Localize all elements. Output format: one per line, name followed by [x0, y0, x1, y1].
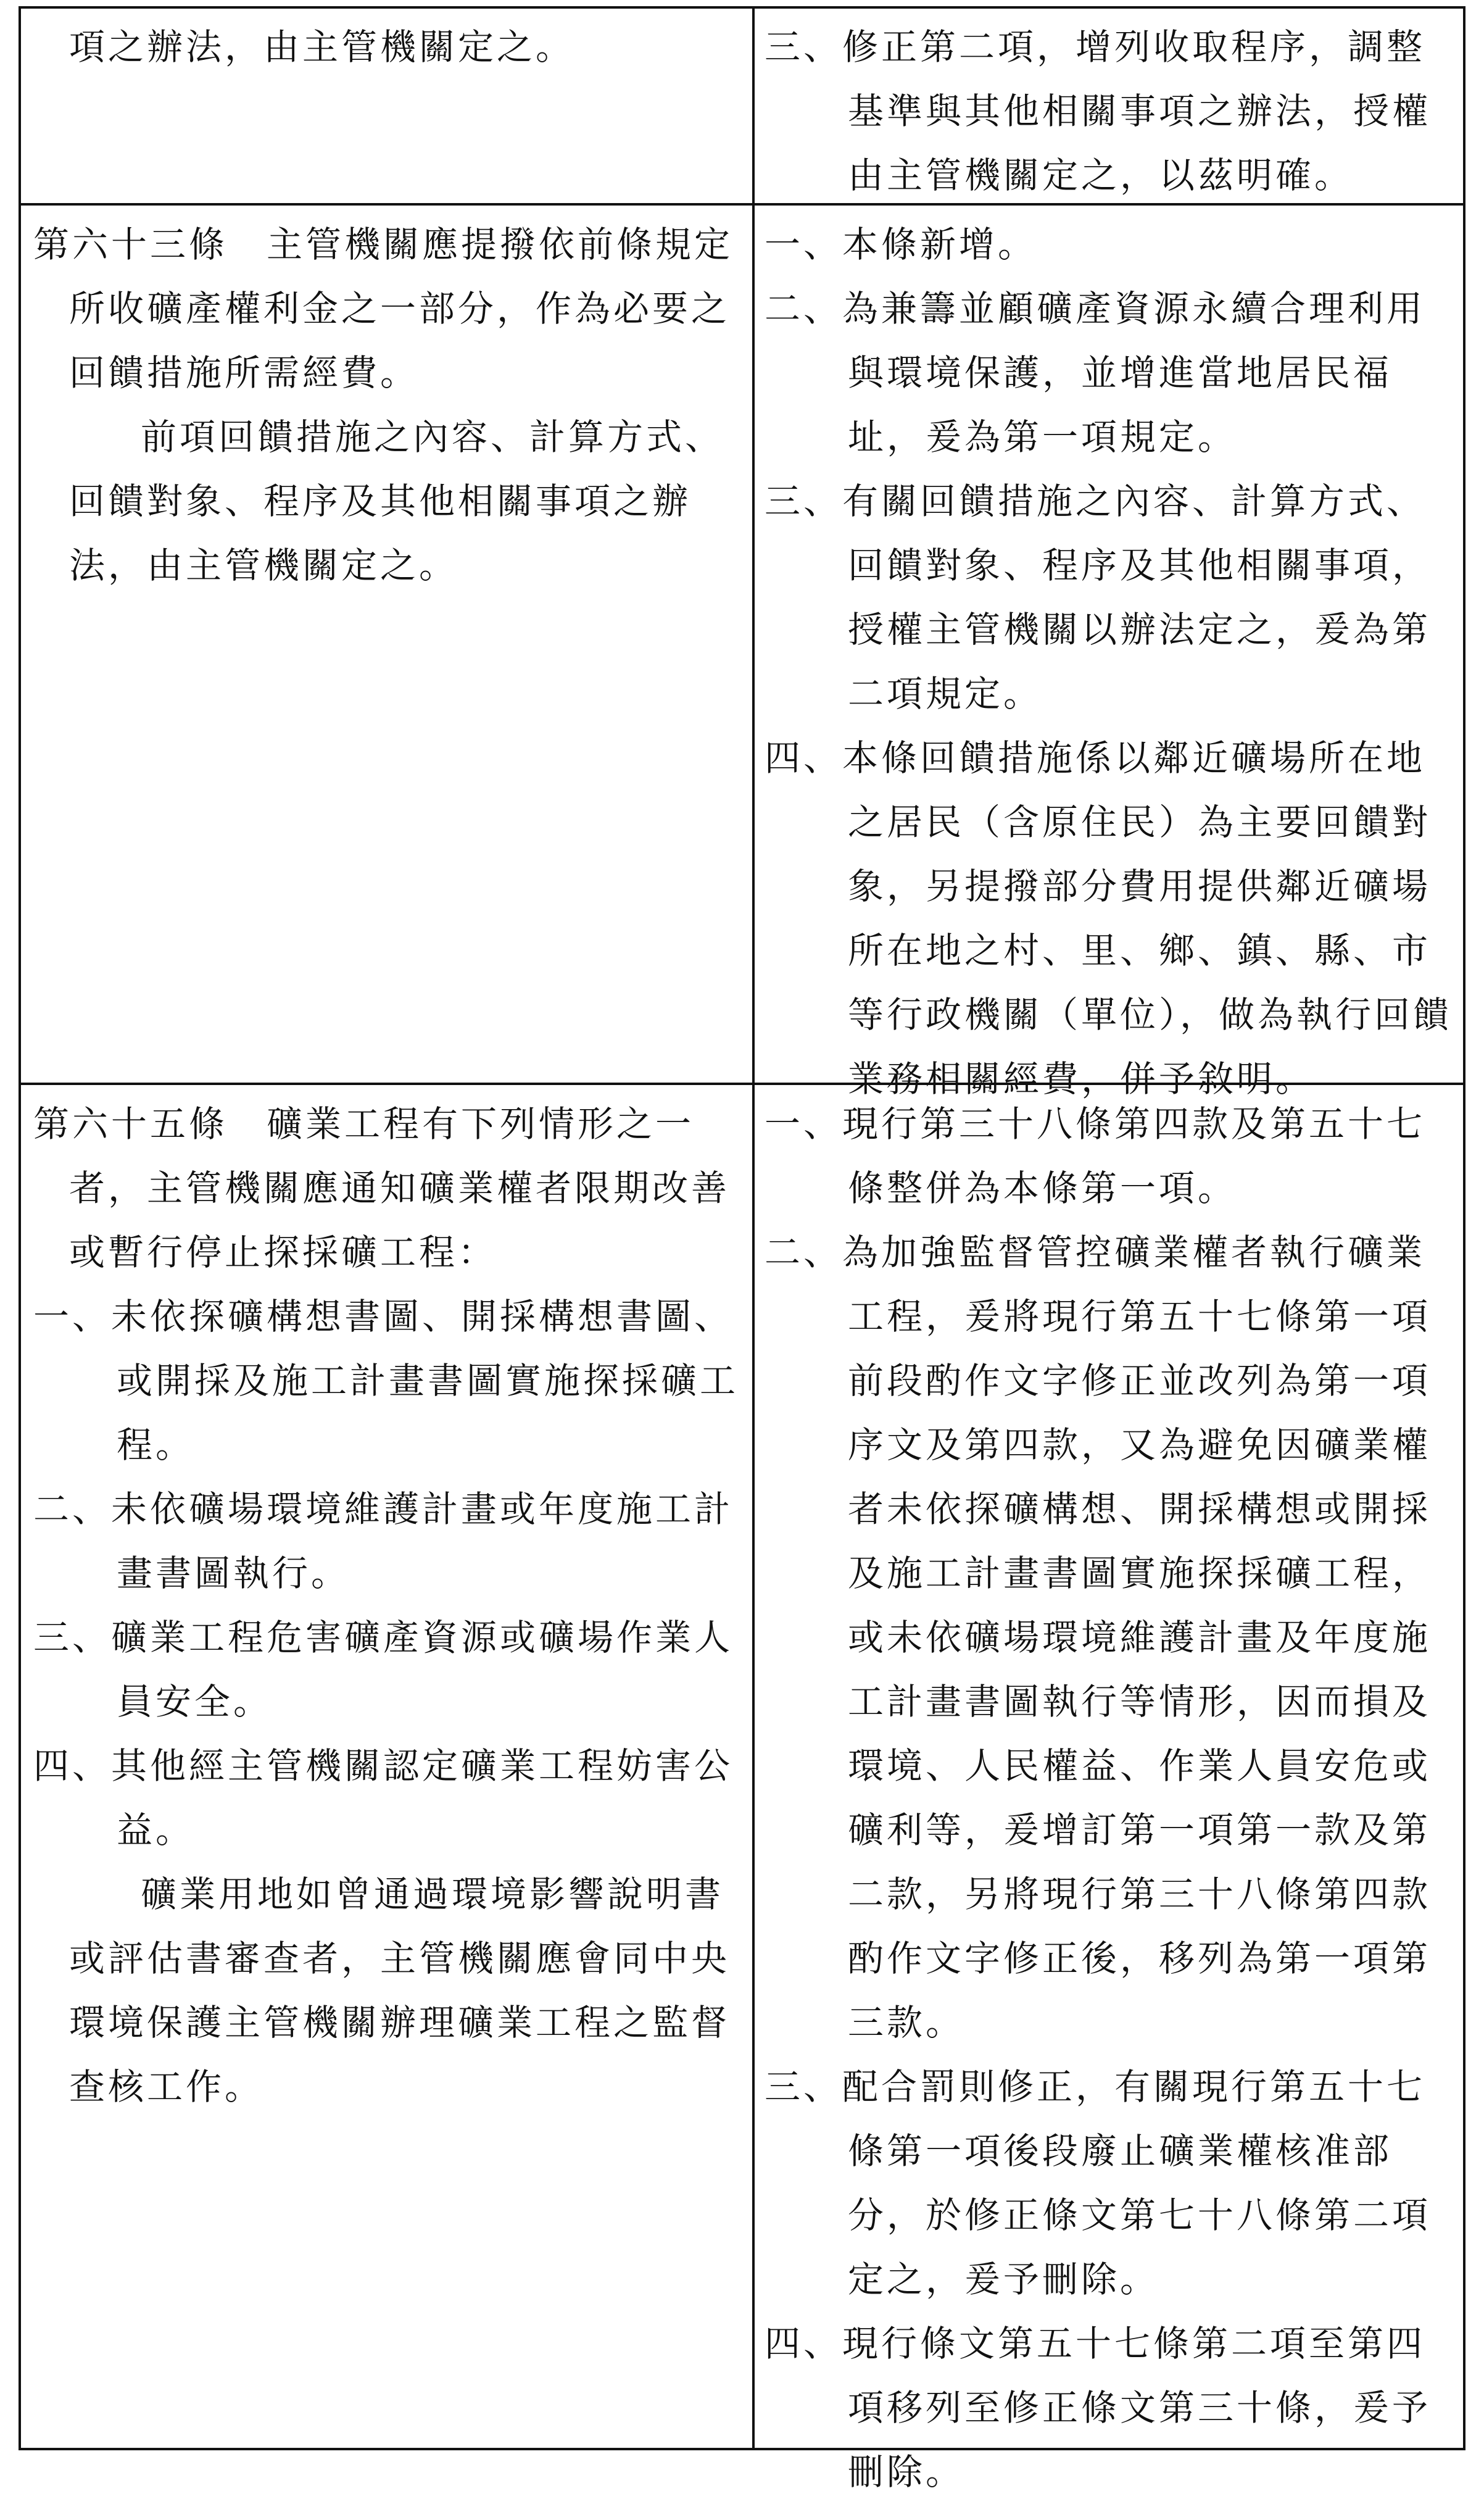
row3-article-cell: [33, 1092, 743, 2119]
explanation-item: 一、本條新增。: [765, 223, 1037, 265]
explanation-item: 三、有關回饋措施之內容、計算方式、回饋對象、程序及其他相關事項，授權主管機關以辦法定之，爰為第二項規定。: [765, 480, 1432, 715]
article-text: 第六十五條 礦業工程有下列情形之一者，主管機關應通知礦業權者限期改善或暫行停止探採礦工程：: [33, 1103, 731, 1273]
article-item: 四、其他經主管機關認定礦業工程妨害公益。: [33, 1745, 734, 1851]
explanation-item: 二、為加強監督管控礦業權者執行礦業工程，爰將現行第五十七條第一項前段酌作文字修正並改列為第一項序文及第四款，又為避免因礦業權者未依探礦構想、開採構想或開採及施工計畫書圖實施探採礦工程，或未依礦場環境維護計畫及年度施工計畫書圖執行等情形，因而損及環境、人民權益、作業人員安危或礦利等，爰增訂第一項第一款及第二款，另將現行第三十八條第四款酌作文字修正後，移列為第一項第三款。: [765, 1231, 1432, 2044]
comparison-table: [19, 6, 1465, 2493]
column-divider: [752, 9, 755, 2448]
row1-article-cell: [33, 15, 743, 79]
article-paragraph: 前項回饋措施之內容、計算方式、回饋對象、程序及其他相關事項之辦法，由主管機關定之。: [69, 416, 724, 586]
explanation-item: 四、現行條文第五十七條第二項至第四項移列至修正條文第三十條，爰予刪除。: [765, 2323, 1432, 2493]
article-item: 二、未依礦場環境維護計畫或年度施工計畫書圖執行。: [33, 1488, 734, 1594]
row1-explanation-cell: [765, 15, 1456, 207]
article-item: 一、未依探礦構想書圖、開採構想書圖、或開採及施工計畫書圖實施探採礦工程。: [33, 1296, 739, 1466]
explanation-item: 四、本條回饋措施係以鄰近礦場所在地之居民（含原住民）為主要回饋對象，另提撥部分費用提供鄰近礦場所在地之村、里、鄉、鎮、縣、市等行政機關（單位），做為執行回饋業務相關經費，併予敘明。: [765, 737, 1453, 1100]
row2-article-cell: [33, 212, 743, 597]
article-paragraph: 礦業用地如曾通過環境影響說明書或評估書審查者，主管機關應會同中央環境保護主管機關辦理礦業工程之監督查核工作。: [69, 1873, 731, 2108]
article-text: 第六十三條 主管機關應提撥依前條規定所收礦產權利金之一部分，作為必要之回饋措施所需經費。: [33, 223, 734, 394]
article-text: 項之辦法，由主管機關定之。: [69, 26, 575, 68]
explanation-item: 三、配合罰則修正，有關現行第五十七條第一項後段廢止礦業權核准部分，於修正條文第七十八條第二項定之，爰予刪除。: [765, 2066, 1432, 2300]
explanation-item: 一、現行第三十八條第四款及第五十七條整併為本條第一項。: [765, 1103, 1426, 1209]
row3-explanation-cell: [765, 1092, 1456, 2504]
explanation-item: 二、為兼籌並顧礦產資源永續合理利用與環境保護，並增進當地居民福址，爰為第一項規定。: [765, 288, 1426, 458]
explanation-item: 三、修正第二項，增列收取程序，調整基準與其他相關事項之辦法，授權由主管機關定之，以茲明確。: [765, 26, 1432, 196]
article-item: 三、礦業工程危害礦產資源或礦場作業人員安全。: [33, 1616, 734, 1723]
row2-explanation-cell: [765, 212, 1456, 1111]
